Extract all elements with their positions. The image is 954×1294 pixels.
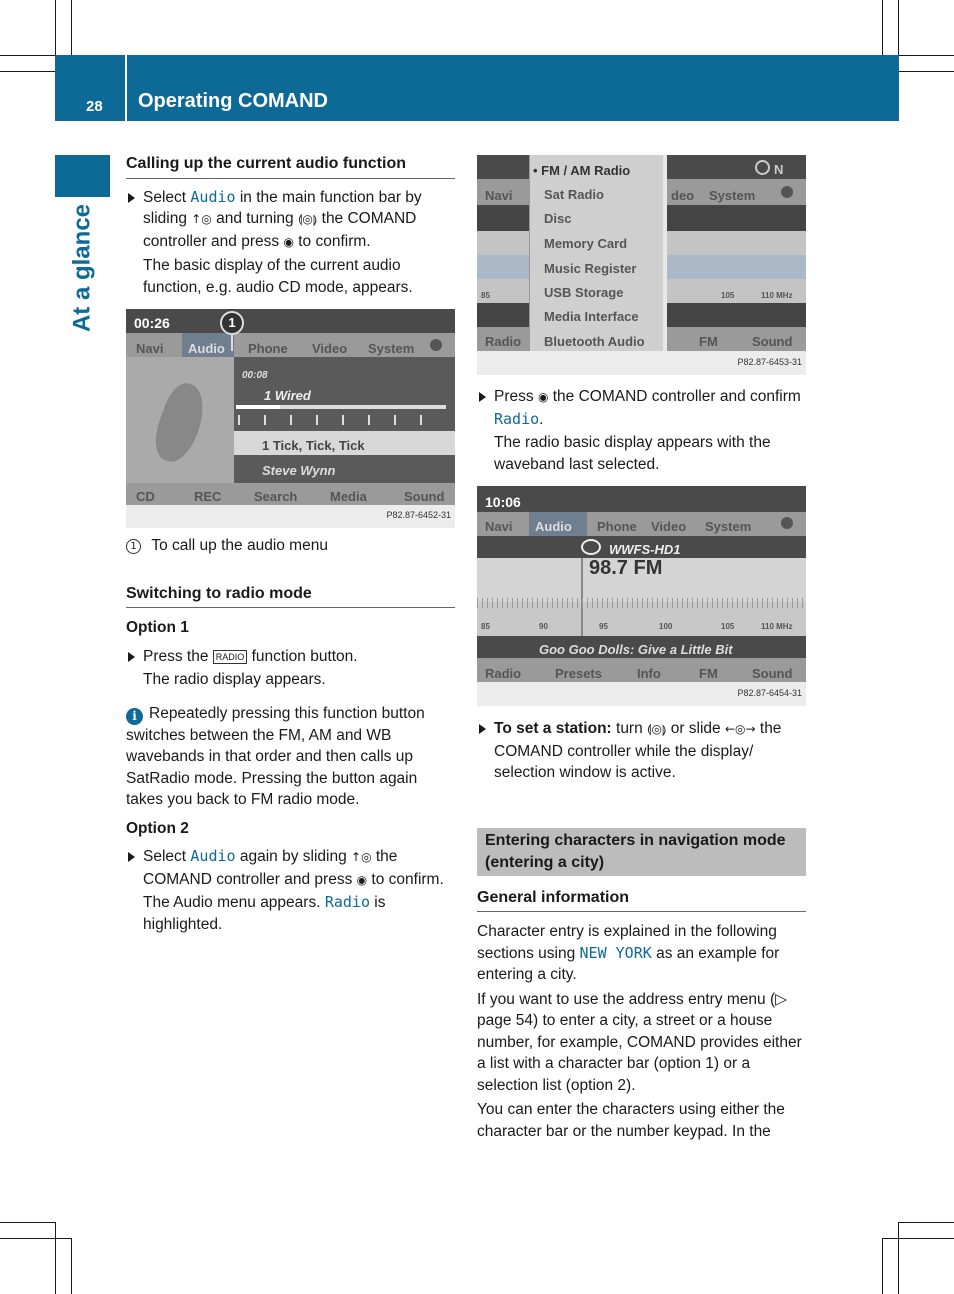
figure-reference: P82.87-6454-31 — [737, 687, 802, 698]
step-arrow-icon — [479, 392, 486, 402]
screenshot-radio-display — [477, 486, 806, 706]
artist-name: Steve Wynn — [262, 463, 336, 478]
instruction-step: Press ◉ the COMAND controller and confirm Radio. — [477, 386, 806, 430]
crop-mark — [882, 1238, 883, 1294]
menu-item: Sat Radio — [544, 187, 604, 202]
crop-mark — [55, 0, 56, 56]
slide-left-right-icon: ←◎→ — [724, 722, 756, 736]
softkey: FM — [699, 666, 718, 681]
scale-label: 110 MHz — [761, 291, 793, 300]
turn-controller-icon: ⟬◎⟭ — [647, 722, 667, 736]
crop-mark — [71, 1238, 72, 1294]
frequency-value: 98.7 FM — [589, 557, 663, 579]
screen-tab: Navi — [485, 188, 513, 203]
screen-tab: Phone — [597, 519, 637, 534]
crop-mark — [0, 71, 56, 72]
figure-caption: 1 To call up the audio menu — [126, 535, 455, 557]
press-controller-icon: ◉ — [356, 872, 368, 887]
info-icon: i — [126, 708, 143, 725]
menu-item-selected: • FM / AM Radio — [533, 163, 631, 178]
crop-mark — [71, 0, 72, 56]
instruction-step: To set a station: turn ⟬◎⟭ or slide ←◎→ the COMAND controller while the display/ selection window is active. — [477, 718, 806, 784]
crop-mark — [882, 1238, 954, 1239]
callout-circle: 1 — [220, 311, 244, 335]
section-heading: Calling up the current audio function — [126, 153, 455, 179]
hd-radio-icon — [581, 539, 601, 555]
step-result: The radio display appears. — [143, 671, 326, 688]
info-note: i Repeatedly pressing this function button switches between the FM, AM and WB wavebands in that order and then calls up SatRadio mode. Pressing the button again takes you back to FM radio mode. — [126, 704, 425, 808]
softkey: Media — [330, 489, 367, 504]
screenshot-audio-menu — [477, 155, 806, 375]
crop-mark — [898, 55, 954, 56]
menu-term-radio: Radio — [324, 893, 370, 911]
softkey: Radio — [485, 666, 522, 681]
crop-mark — [898, 1222, 954, 1223]
menu-item: Disc — [544, 211, 572, 226]
screen-tab: System — [709, 188, 756, 203]
instruction-step: Press the RADIO function button. — [126, 646, 455, 668]
softkey: Sound — [404, 489, 445, 504]
example-city: NEW YORK — [579, 943, 652, 962]
callout-number-icon: 1 — [126, 539, 141, 554]
menu-item: Music Register — [544, 261, 637, 276]
side-tab-marker — [55, 155, 110, 197]
screen-tab: System — [705, 519, 752, 534]
screen-tab: System — [368, 341, 415, 356]
radio-key-icon: RADIO — [213, 650, 248, 664]
gear-icon — [781, 517, 793, 529]
softkey: CD — [136, 489, 155, 504]
screen-tab: Navi — [485, 519, 513, 534]
option-label: Option 2 — [126, 819, 189, 837]
screen-tab: Phone — [248, 341, 288, 356]
slide-up-icon: ↑◎ — [191, 212, 212, 226]
figure-reference: P82.87-6452-31 — [386, 509, 451, 520]
screen-tab-active: Audio — [188, 341, 225, 356]
gear-icon — [430, 339, 442, 351]
softkey: Sound — [752, 334, 793, 349]
step-result: The Audio menu appears. Radio is highlighted. — [143, 893, 386, 933]
press-controller-icon: ◉ — [537, 390, 549, 404]
tuning-scale — [477, 598, 806, 608]
section-box-heading: Entering characters in navigation mode (entering a city) — [477, 828, 806, 876]
screen-time: 00:26 — [134, 315, 170, 331]
screen-tab: deo — [671, 188, 695, 203]
album-title: 1 Tick, Tick, Tick — [262, 438, 365, 453]
screen-tab-active: Audio — [535, 519, 572, 534]
info-n-icon — [755, 160, 770, 175]
menu-item: Bluetooth Audio — [544, 334, 645, 349]
crop-mark — [898, 71, 954, 72]
menu-term-audio: Audio — [190, 187, 236, 206]
scale-label: 85 — [481, 291, 490, 300]
screen-tab-bar — [477, 512, 806, 536]
screen-status-bar — [477, 486, 806, 512]
menu-item: USB Storage — [544, 285, 624, 300]
right-column-lower — [477, 718, 806, 1142]
station-name: WWFS-HD1 — [609, 542, 681, 557]
crop-mark — [898, 0, 899, 56]
option-label: Option 1 — [126, 619, 189, 636]
scale-label: 95 — [599, 622, 608, 631]
crop-mark — [0, 1238, 72, 1239]
track-ticks — [238, 415, 446, 425]
softkey: Sound — [752, 666, 793, 681]
menu-item: Memory Card — [544, 236, 628, 251]
softkey: REC — [194, 489, 222, 504]
screen-tab: Video — [312, 341, 348, 356]
figure-reference: P82.87-6453-31 — [737, 356, 802, 367]
scale-label: 85 — [481, 622, 490, 631]
paragraph: If you want to use the address entry menu (▷ page 54) to enter a city, a street or a house number, for example, COMAND provides either a list with a character bar (option 1) or a selection list (option 2). — [477, 990, 802, 1094]
right-column-upper — [477, 386, 806, 475]
crop-mark — [882, 0, 883, 56]
crop-mark — [0, 1222, 56, 1223]
softkey: Presets — [555, 666, 602, 681]
step-arrow-icon — [128, 652, 135, 662]
scale-label: 110 MHz — [761, 622, 793, 631]
softkey: Info — [637, 666, 661, 681]
scale-label: 100 — [659, 622, 673, 631]
crop-mark — [55, 1222, 56, 1294]
step-arrow-icon — [128, 193, 135, 203]
softkey: Radio — [485, 334, 522, 349]
header-divider — [125, 55, 127, 121]
screen-time: 10:06 — [485, 494, 521, 510]
slide-up-icon: ↑◎ — [351, 850, 372, 864]
crop-mark — [0, 55, 56, 56]
softkey: Search — [254, 489, 298, 504]
scale-label: 105 — [721, 622, 735, 631]
menu-term-audio: Audio — [190, 847, 236, 865]
turn-controller-icon: ⟬◎⟭ — [297, 212, 318, 226]
screen-status-bar — [126, 309, 455, 333]
step-arrow-icon — [479, 724, 486, 734]
instruction-step: Select Audio again by sliding ↑◎ the COMAND controller and press ◉ to confirm. — [126, 846, 455, 891]
compass-label: N — [774, 162, 784, 177]
left-column-lower — [126, 535, 455, 935]
scale-label: 90 — [539, 622, 548, 631]
scale-label: 105 — [721, 291, 735, 300]
paragraph: Character entry is explained in the following sections using NEW YORK as an example for entering a city. — [477, 923, 780, 983]
step-result: The basic display of the current audio function, e.g. audio CD mode, appears. — [143, 257, 413, 296]
step-result: The radio basic display appears with the waveband last selected. — [494, 434, 771, 473]
paragraph: You can enter the characters using either the character bar or the number keypad. In the — [477, 1101, 785, 1140]
page-title: Operating COMAND — [138, 90, 328, 112]
left-column — [126, 153, 455, 298]
menu-item: Media Interface — [544, 309, 639, 324]
track-time: 00:08 — [242, 370, 268, 381]
page-number: 28 — [86, 98, 103, 115]
press-controller-icon: ◉ — [283, 234, 294, 249]
gear-icon — [781, 186, 793, 198]
step-arrow-icon — [128, 852, 135, 862]
softkey: FM — [699, 334, 718, 349]
instruction-step: Select Audio in the main function bar by sliding ↑◎ and turning ⟬◎⟭ the COMAND controller and press ◉ to confirm. — [126, 187, 455, 254]
side-tab-label: At a glance — [68, 203, 96, 333]
track-title: 1 Wired — [264, 388, 311, 403]
screen-tab: Video — [651, 519, 687, 534]
section-heading: General information — [477, 887, 806, 913]
screen-tab: Navi — [136, 341, 164, 356]
callout-line — [231, 335, 233, 351]
song-title: Goo Goo Dolls: Give a Little Bit — [539, 642, 733, 657]
menu-term-radio: Radio — [494, 409, 540, 428]
progress-fill — [236, 405, 280, 409]
screenshot-audio-display — [126, 309, 455, 528]
section-heading: Switching to radio mode — [126, 583, 455, 609]
crop-mark — [898, 1222, 899, 1294]
